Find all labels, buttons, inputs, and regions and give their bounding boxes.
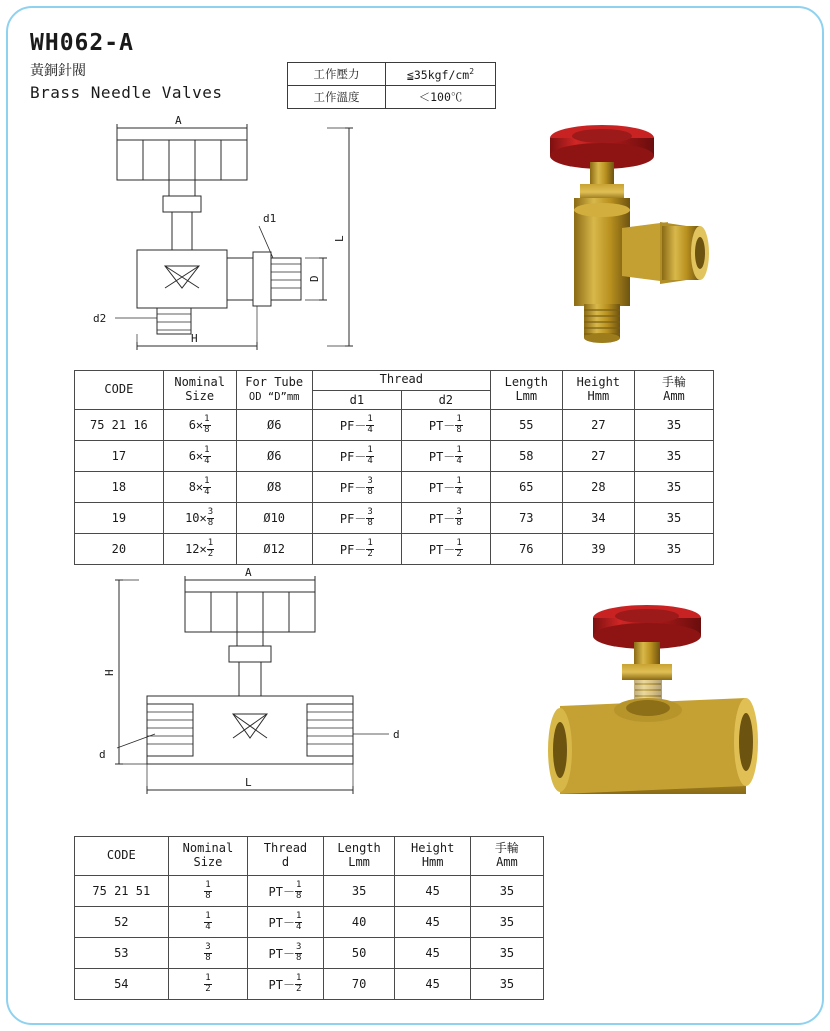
cell-length: 65 — [490, 472, 562, 503]
header-handwheel: 手輪 Amm — [634, 371, 713, 410]
cell-tube: Ø10 — [236, 503, 312, 534]
header-thread: Thread — [312, 371, 490, 391]
catalog-page — [22, 18, 808, 1013]
dim-label-h: H — [191, 332, 198, 345]
cell-nominal: 12✕ $\frac{1}{2}$ — [163, 534, 236, 565]
cell-nominal: $\frac{1}{4}$ — [168, 907, 248, 938]
straight-valve-drawing — [77, 558, 400, 808]
cell-length: 70 — [323, 969, 395, 1000]
cell-code: 18 — [75, 472, 164, 503]
cell-code: 19 — [75, 503, 164, 534]
cell-thread: PT－ $\frac{1}{4}$ — [248, 907, 323, 938]
cell-code: 75 21 51 — [75, 876, 169, 907]
cell-code: 17 — [75, 441, 164, 472]
table-row — [75, 503, 714, 534]
cell-thread: PT－ $\frac{1}{2}$ — [248, 969, 323, 1000]
table-row — [75, 907, 544, 938]
dim-label-h: H — [103, 669, 116, 676]
cell-height: 27 — [562, 441, 634, 472]
dim-label-l: L — [245, 776, 252, 789]
header-code: CODE — [75, 837, 169, 876]
dim-label-d-left: d — [99, 748, 106, 761]
spec-value-pressure: $≦35kgf/cm^2$ — [386, 63, 496, 86]
table-header-row — [75, 371, 714, 391]
header-for-tube: For Tube OD “D”mm — [236, 371, 312, 410]
header-length: Length Lmm — [490, 371, 562, 410]
cell-length: 58 — [490, 441, 562, 472]
cell-handwheel: 35 — [634, 410, 713, 441]
cell-handwheel: 35 — [470, 876, 543, 907]
dim-label-d: D — [308, 275, 321, 282]
table-row — [75, 938, 544, 969]
cell-code: 52 — [75, 907, 169, 938]
cell-height: 27 — [562, 410, 634, 441]
subtitle-english: Brass Needle Valves — [30, 83, 223, 102]
angle-valve-photo — [512, 110, 772, 360]
title-block — [30, 30, 223, 102]
spec-value-temperature: ＜100℃ — [386, 86, 496, 109]
table-row — [288, 63, 496, 86]
cell-length: 76 — [490, 534, 562, 565]
cell-d2: PT－ $\frac{1}{4}$ — [401, 441, 490, 472]
table-row — [75, 969, 544, 1000]
cell-handwheel: 35 — [470, 907, 543, 938]
dim-label-d-right: d — [393, 728, 400, 741]
cell-height: 45 — [395, 876, 470, 907]
header-length: Length Lmm — [323, 837, 395, 876]
cell-length: 50 — [323, 938, 395, 969]
table-header-row — [75, 837, 544, 876]
table-row — [75, 441, 714, 472]
cell-d1: PF－ $\frac{3}{8}$ — [312, 503, 401, 534]
angle-valve-drawing — [77, 106, 377, 361]
cell-d1: PF－ $\frac{1}{4}$ — [312, 410, 401, 441]
cell-code: 75 21 16 — [75, 410, 164, 441]
cell-tube: Ø6 — [236, 441, 312, 472]
header-code: CODE — [75, 371, 164, 410]
cell-code: 54 — [75, 969, 169, 1000]
cell-thread: PT－ $\frac{3}{8}$ — [248, 938, 323, 969]
cell-nominal: $\frac{1}{8}$ — [168, 876, 248, 907]
header-height: Height Hmm — [562, 371, 634, 410]
cell-d2: PT－ $\frac{1}{2}$ — [401, 534, 490, 565]
spec-label-pressure: 工作壓力 — [288, 63, 386, 86]
dim-label-a: A — [175, 114, 182, 127]
cell-handwheel: 35 — [634, 472, 713, 503]
dimension-table-straight — [74, 836, 544, 1000]
header-nominal-size: Nominal Size — [163, 371, 236, 410]
straight-valve-photo — [542, 586, 792, 836]
cell-tube: Ø12 — [236, 534, 312, 565]
specification-table — [287, 62, 496, 109]
cell-d2: PT－ $\frac{3}{8}$ — [401, 503, 490, 534]
cell-tube: Ø8 — [236, 472, 312, 503]
header-handwheel: 手輪 Amm — [470, 837, 543, 876]
cell-nominal: 6✕ $\frac{1}{4}$ — [163, 441, 236, 472]
cell-handwheel: 35 — [634, 441, 713, 472]
table-row — [75, 472, 714, 503]
cell-d2: PT－ $\frac{1}{4}$ — [401, 472, 490, 503]
table-row — [75, 876, 544, 907]
cell-height: 45 — [395, 969, 470, 1000]
header-height: Height Hmm — [395, 837, 470, 876]
dimension-table-angle — [74, 370, 714, 565]
cell-height: 28 — [562, 472, 634, 503]
cell-thread: PT－ $\frac{1}{8}$ — [248, 876, 323, 907]
cell-d1: PF－ $\frac{3}{8}$ — [312, 472, 401, 503]
header-thread: Thread d — [248, 837, 323, 876]
cell-height: 45 — [395, 938, 470, 969]
cell-d2: PT－ $\frac{1}{8}$ — [401, 410, 490, 441]
cell-height: 39 — [562, 534, 634, 565]
cell-nominal: $\frac{1}{2}$ — [168, 969, 248, 1000]
cell-code: 53 — [75, 938, 169, 969]
spec-label-temperature: 工作溫度 — [288, 86, 386, 109]
cell-tube: Ø6 — [236, 410, 312, 441]
cell-handwheel: 35 — [470, 938, 543, 969]
dim-label-d1: d1 — [263, 212, 277, 225]
cell-height: 45 — [395, 907, 470, 938]
cell-nominal: 10✕ $\frac{3}{8}$ — [163, 503, 236, 534]
cell-nominal: 8✕ $\frac{1}{4}$ — [163, 472, 236, 503]
cell-d1: PF－ $\frac{1}{2}$ — [312, 534, 401, 565]
page-title: WH062-A — [30, 30, 134, 56]
cell-handwheel: 35 — [470, 969, 543, 1000]
cell-code: 20 — [75, 534, 164, 565]
cell-nominal: 6✕ $\frac{1}{8}$ — [163, 410, 236, 441]
header-thread-d2: d2 — [401, 390, 490, 410]
spec-superscript: 2 — [469, 66, 475, 76]
header-thread-d1: d1 — [312, 390, 401, 410]
dim-label-a: A — [245, 566, 252, 579]
cell-length: 40 — [323, 907, 395, 938]
dim-label-d2: d2 — [93, 312, 107, 325]
dim-label-l: L — [333, 235, 346, 242]
cell-length: 55 — [490, 410, 562, 441]
table-row — [75, 410, 714, 441]
cell-nominal: $\frac{3}{8}$ — [168, 938, 248, 969]
cell-height: 34 — [562, 503, 634, 534]
cell-handwheel: 35 — [634, 534, 713, 565]
cell-length: 73 — [490, 503, 562, 534]
cell-handwheel: 35 — [634, 503, 713, 534]
cell-length: 35 — [323, 876, 395, 907]
cell-d1: PF－ $\frac{1}{4}$ — [312, 441, 401, 472]
header-nominal-size: Nominal Size — [168, 837, 248, 876]
subtitle-chinese: 黃銅針閥 — [30, 63, 86, 79]
